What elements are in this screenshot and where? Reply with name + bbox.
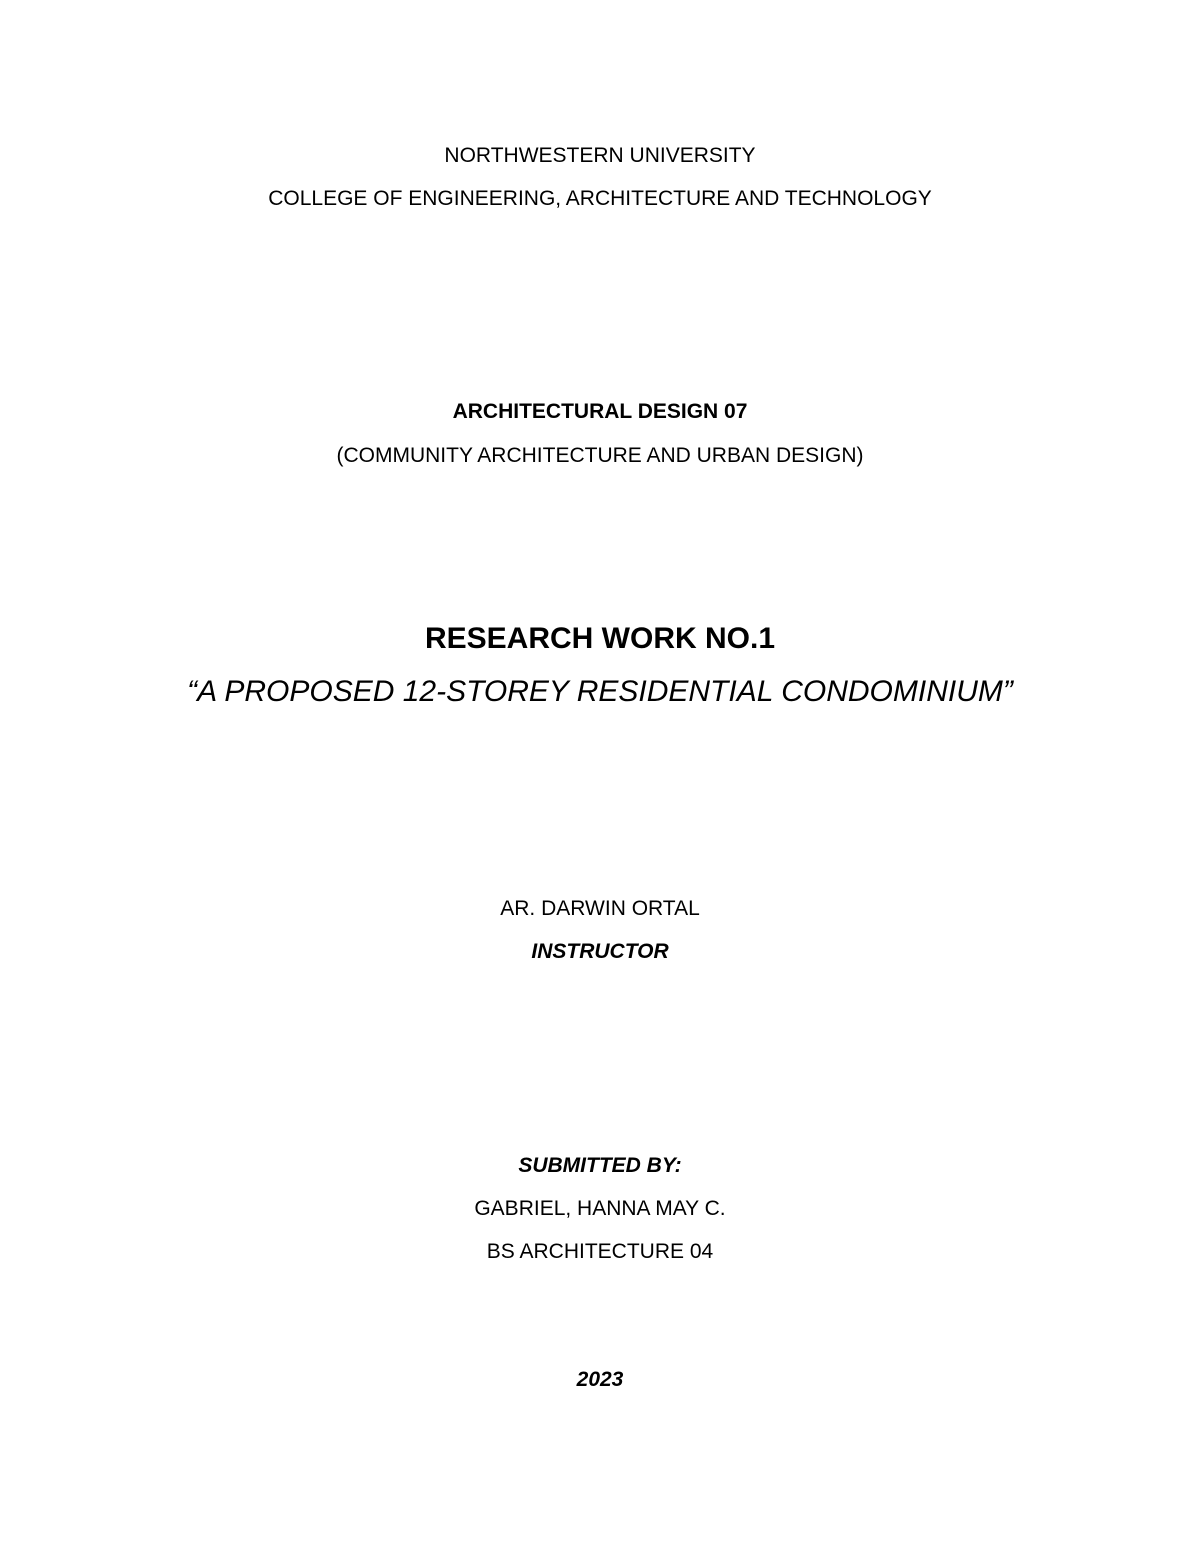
instructor-name: AR. DARWIN ORTAL [500, 897, 700, 920]
course-title: ARCHITECTURAL DESIGN 07 [452, 400, 748, 423]
instructor-role: INSTRUCTOR [531, 940, 669, 963]
course-subtitle: (COMMUNITY ARCHITECTURE AND URBAN DESIGN) [336, 444, 864, 467]
project-title: “A PROPOSED 12-STOREY RESIDENTIAL CONDOMINIUM” [187, 675, 1013, 708]
student-program: BS ARCHITECTURE 04 [486, 1240, 714, 1263]
submission-year: 2023 [576, 1368, 624, 1391]
student-name: GABRIEL, HANNA MAY C. [474, 1197, 726, 1220]
submitted-by-label: SUBMITTED BY: [518, 1154, 682, 1177]
college-name: COLLEGE OF ENGINEERING, ARCHITECTURE AND TECHNOLOGY [268, 187, 932, 210]
university-name: NORTHWESTERN UNIVERSITY [444, 144, 756, 167]
research-title: RESEARCH WORK NO.1 [424, 622, 776, 655]
